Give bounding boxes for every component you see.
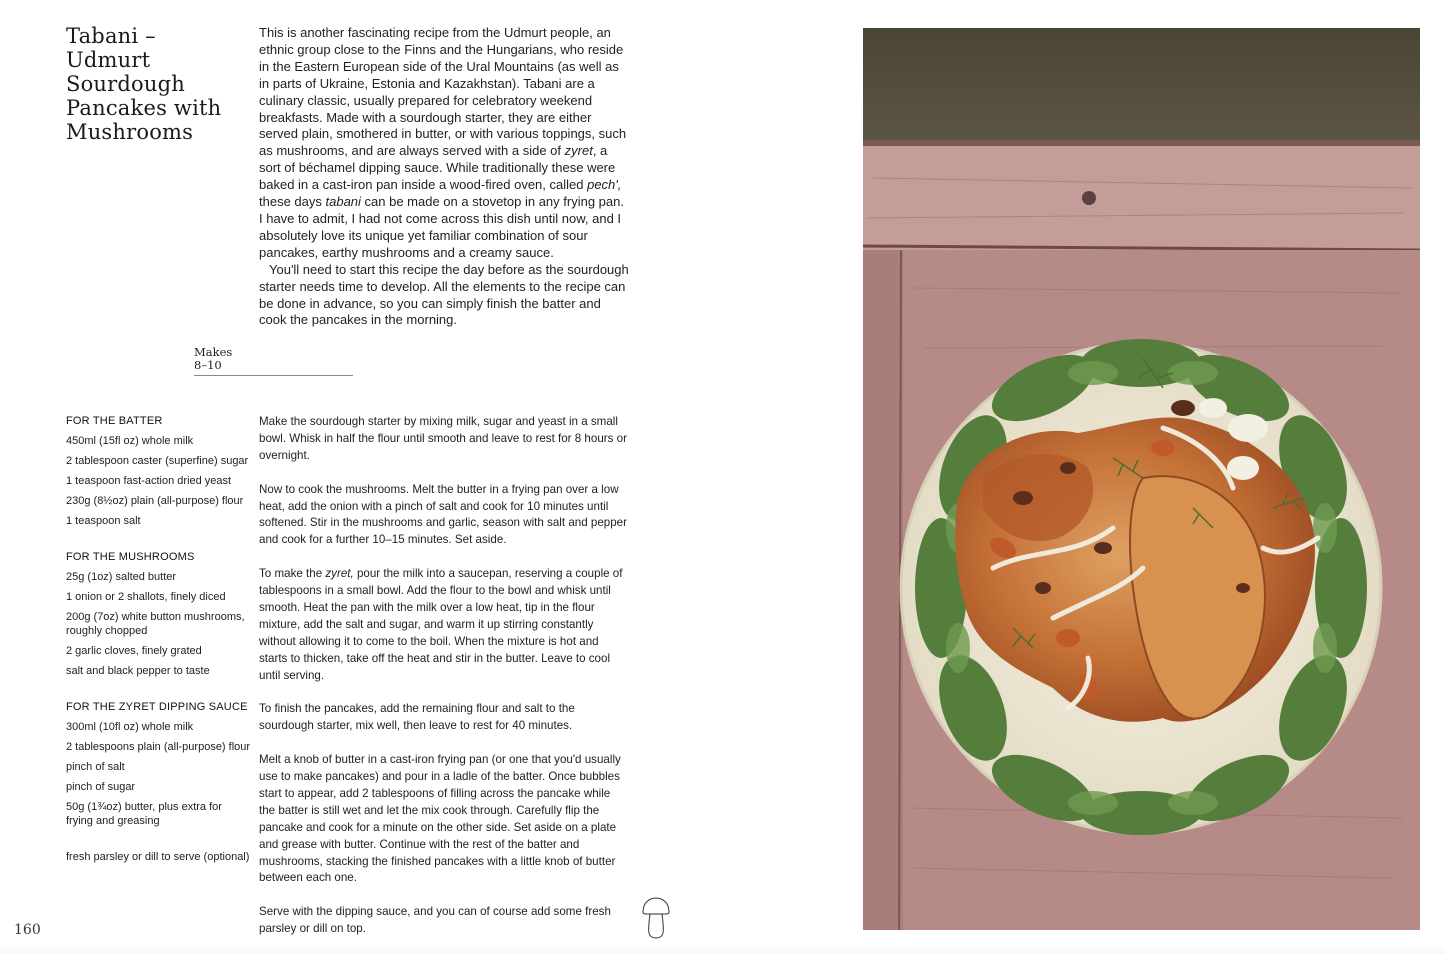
- page-shadow: [0, 944, 1445, 954]
- mushroom-icon: [640, 896, 672, 940]
- ingredient-group-batter: [66, 414, 251, 528]
- ingredient-item: 1 teaspoon fast-action dried yeast: [66, 475, 232, 487]
- ingredient-item: 300ml (10fl oz) whole milk: [66, 721, 194, 733]
- method-step: Serve with the dipping sauce, and you can of course add some fresh parsley or dill on top.: [259, 905, 611, 936]
- ingredient-item: pinch of sugar: [66, 781, 136, 793]
- intro-paragraph-1: [259, 25, 629, 262]
- makes-value: 8–10: [194, 357, 222, 372]
- ingredient-item: 450ml (15fl oz) whole milk: [66, 435, 194, 447]
- ingredient-list: [66, 720, 251, 828]
- ingredient-item: 2 garlic cloves, finely grated: [66, 645, 202, 657]
- ingredient-list: [66, 434, 251, 528]
- method-step: Now to cook the mushrooms. Melt the butter in a frying pan over a low heat, add the onion with a pinch of salt and cook for 10 minutes until softened. Stir in the mushrooms and garlic, season with salt and pepper and cook for a further 10–15 minutes. Set aside.: [259, 482, 627, 547]
- ingredient-list: [66, 570, 251, 678]
- intro-paragraph-2: You'll need to start this recipe the day before as the sourdough starter needs time to develop. All the elements to the recipe can be done in advance, so you can simply finish the batter and cook the pancakes in the morning.: [259, 261, 629, 328]
- intro-text: these days: [259, 194, 326, 210]
- ingredient-group-zyret: [66, 700, 251, 828]
- ingredient-heading: FOR THE MUSHROOMS: [66, 551, 195, 563]
- ingredient-item: 25g (1oz) salted butter: [66, 571, 177, 583]
- method-text: pour the milk into a saucepan, reserving a couple of tablespoons in a small bowl. Add the flour to the bowl and whisk until smooth. Heat the pan with the milk over a low heat, tip in the flour mixture, add the salt and sugar, and warm it up stirring constantly without allowing it to come to the boil. When the mixture is hot and starts to thicken, take off the heat and stir in the butter. Leave to cool until serving.: [259, 567, 623, 682]
- intro-text: can be made on a stovetop in any frying pan. I have to admit, I had not come across this dish until now, and I absolutely love its unique yet familiar combination of sour pancakes, earthy mushrooms and a creamy sauce.: [259, 194, 624, 260]
- ingredient-heading: FOR THE ZYRET DIPPING SAUCE: [66, 701, 248, 713]
- method-step: To finish the pancakes, add the remaining flour and salt to the sourdough starter, mix well, then leave to rest for 40 minutes.: [259, 702, 575, 733]
- ingredient-item: 2 tablespoons plain (all-purpose) flour: [66, 741, 251, 753]
- ingredient-item: 2 tablespoon caster (superfine) sugar: [66, 455, 249, 467]
- ingredient-garnish: fresh parsley or dill to serve (optional): [66, 851, 250, 863]
- ingredient-item: salt and black pepper to taste: [66, 665, 210, 677]
- method-term-zyret: zyret,: [325, 567, 354, 581]
- intro-text: , a sort of béchamel dipping sauce. While traditionally these were baked in a cast-iron pan inside a wood-fired oven, called: [259, 143, 616, 193]
- ingredient-item: pinch of salt: [66, 761, 125, 773]
- method-column: [259, 414, 627, 938]
- intro-term-pech: pech',: [587, 177, 622, 193]
- ingredients-column: [66, 414, 251, 864]
- method-step: [259, 566, 627, 684]
- ingredient-heading: FOR THE BATTER: [66, 415, 163, 427]
- page-number: 160: [14, 922, 41, 938]
- intro-term-tabani: tabani: [325, 194, 361, 210]
- servings-note: [194, 346, 353, 376]
- ingredient-item: 230g (8½oz) plain (all-purpose) flour: [66, 495, 244, 507]
- ingredient-item: 1 teaspoon salt: [66, 515, 141, 527]
- makes-label: Makes: [194, 345, 233, 359]
- ingredient-item: 50g (1¾oz) butter, plus extra for frying and greasing: [66, 801, 222, 827]
- recipe-intro: [259, 25, 629, 329]
- method-step: Melt a knob of butter in a cast-iron frying pan (or one that you'd usually use to make pancakes) and pour in a ladle of the batter. Once bubbles start to appear, add 2 tablespoons of filling across the pancake while the batter is still wet and let the mix cook through. Carefully flip the pancake and cook for a minute on the other side. Set aside on a plate and grease with butter. Continue with the rest of the batter and mushrooms, stacking the finished pancakes with a little knob of butter between each one.: [259, 753, 621, 885]
- method-text: To make the: [259, 567, 326, 581]
- method-step: Make the sourdough starter by mixing milk, sugar and yeast in a small bowl. Whisk in half the flour until smooth and leave to rest for 8 hours or overnight.: [259, 415, 627, 462]
- intro-text: This is another fascinating recipe from the Udmurt people, an ethnic group close to the Finns and the Hungarians, who reside in the Eastern European side of the Ural Mountains (as well as in parts of Ukraine, Estonia and Kazakhstan). Tabani are a culinary classic, usually prepared for celebratory weekend breakfasts. Made with a sourdough starter, they are either served plain, smothered in butter, or with various toppings, such as mushrooms, and are always served with a side of: [259, 25, 627, 159]
- intro-term-zyret: zyret: [564, 143, 593, 159]
- recipe-title: Tabani – Udmurt Sourdough Pancakes with Mushrooms: [66, 24, 222, 144]
- ingredient-item: 200g (7oz) white button mushrooms, roughly chopped: [66, 611, 245, 637]
- ingredient-item: 1 onion or 2 shallots, finely diced: [66, 591, 226, 603]
- dish-photo: [863, 28, 1420, 930]
- ingredient-group-mushrooms: [66, 550, 251, 678]
